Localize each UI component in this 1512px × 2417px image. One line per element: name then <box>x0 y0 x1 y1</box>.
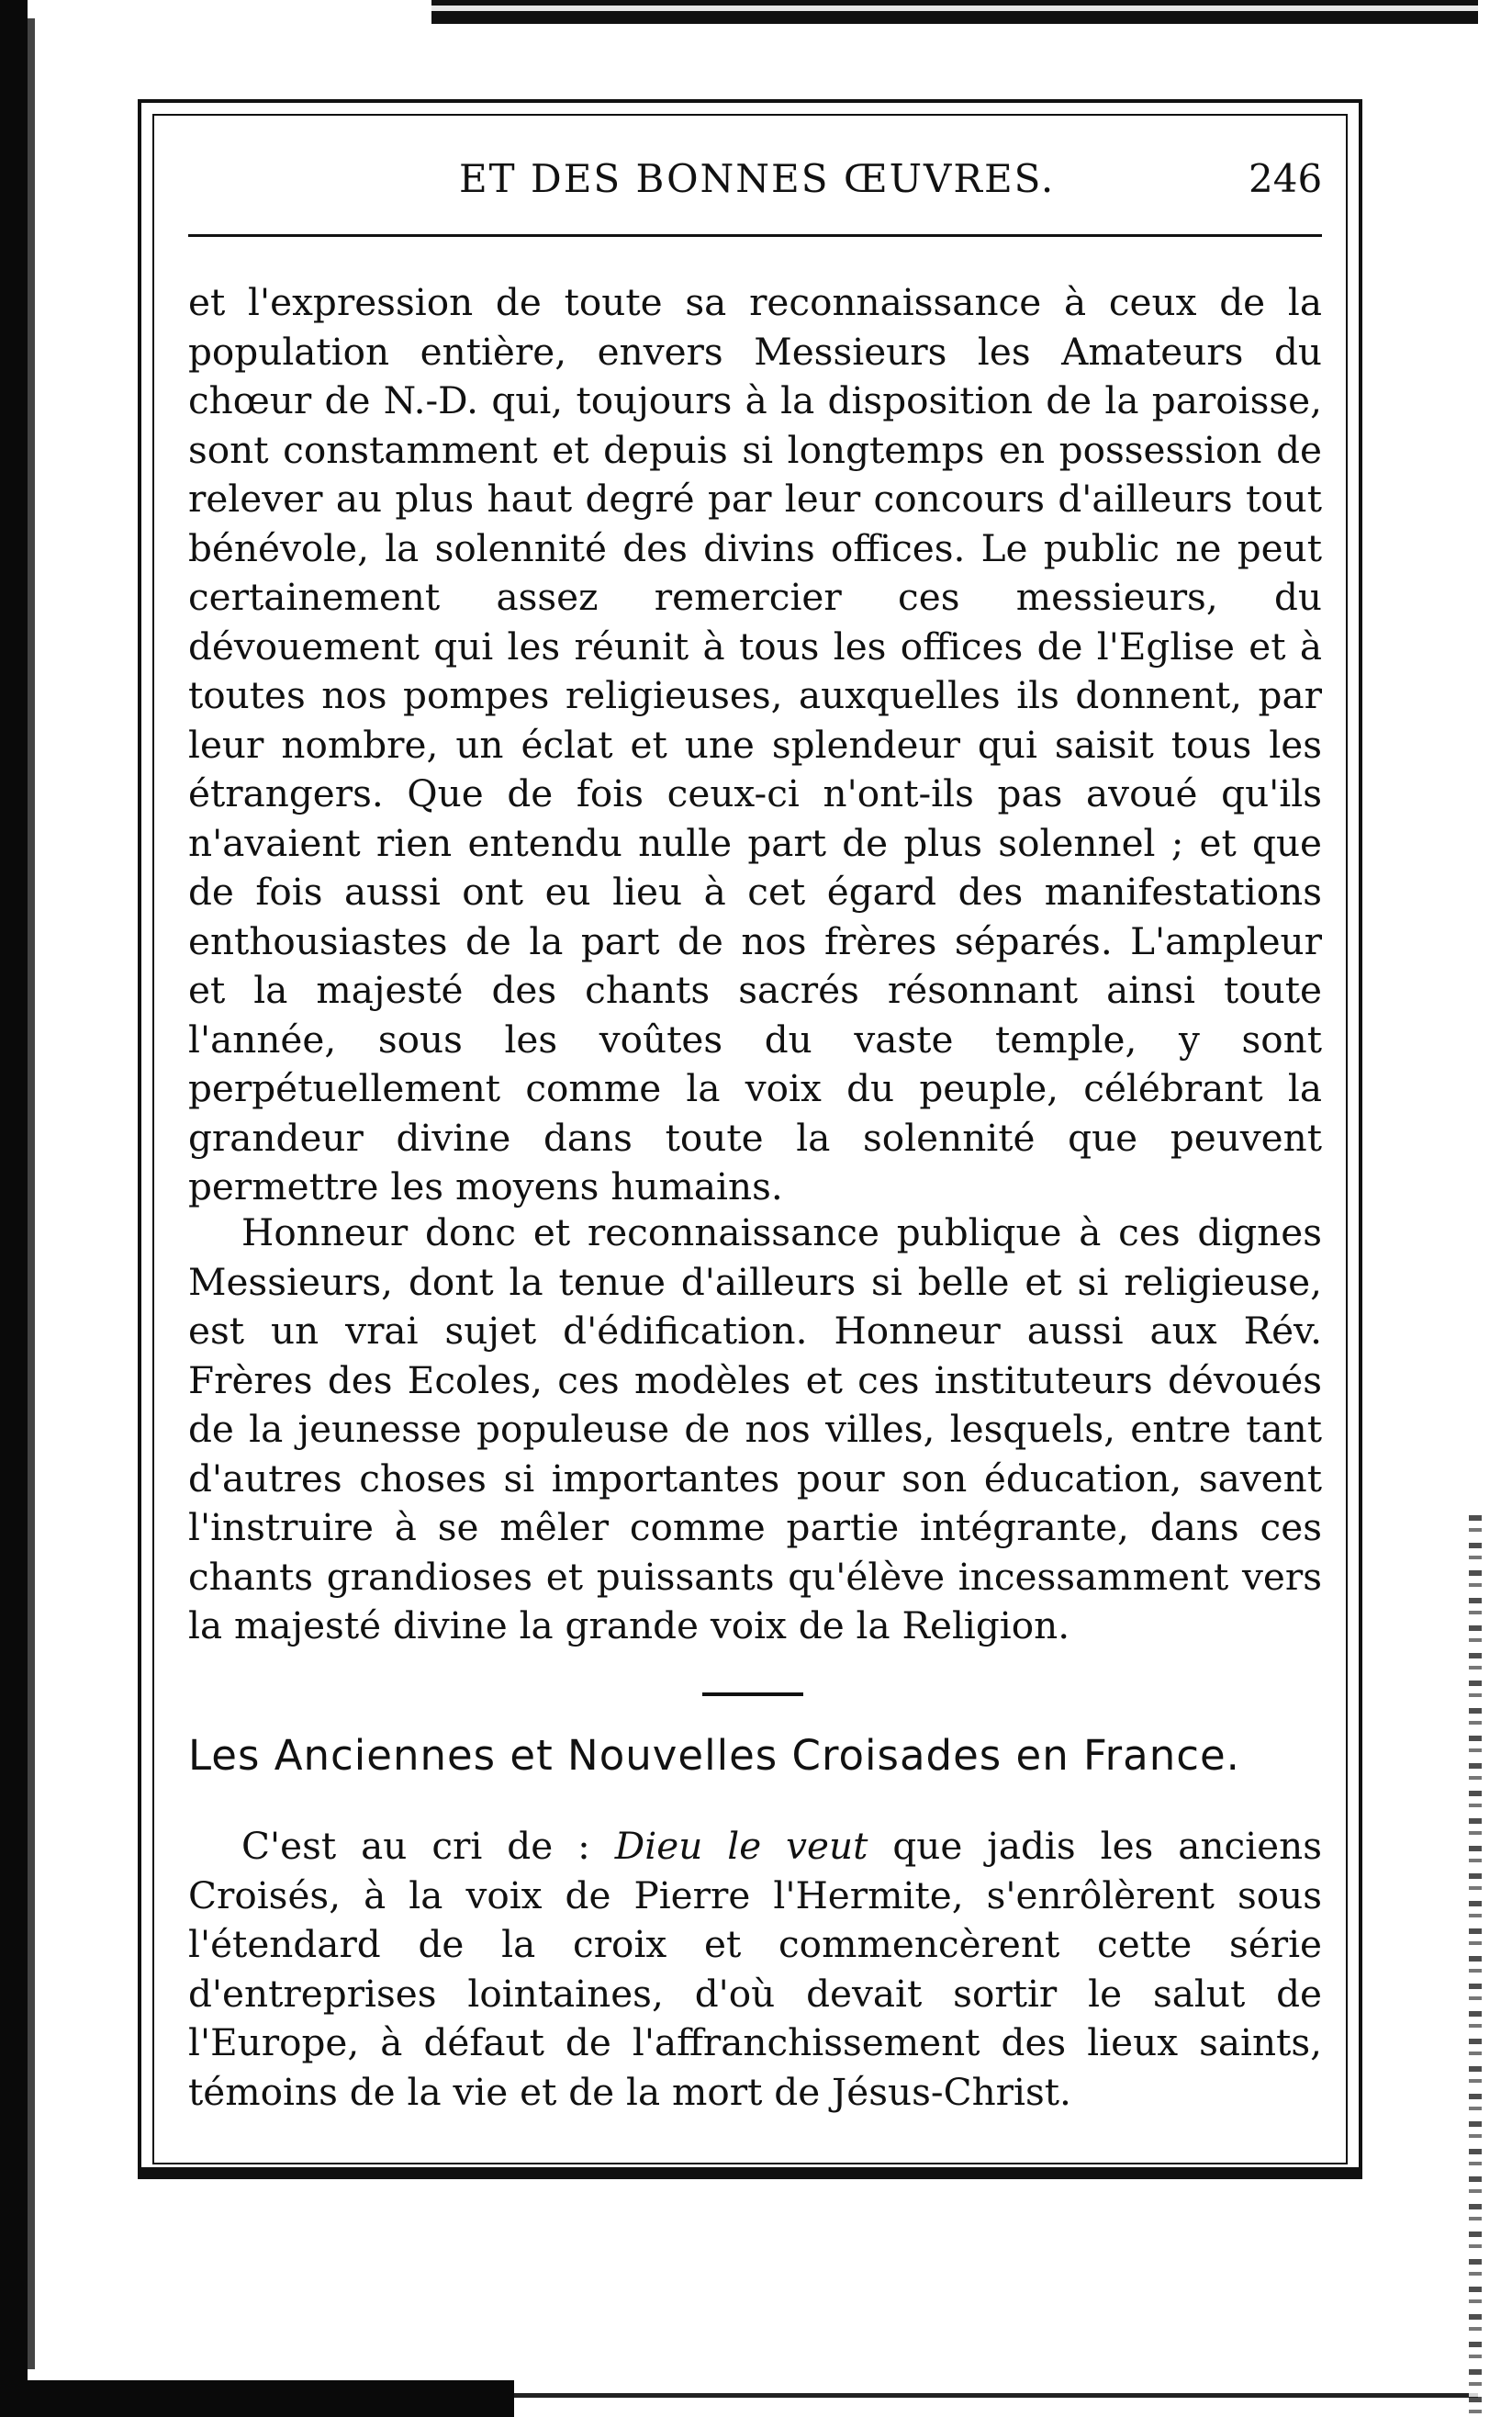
page-number: 246 <box>1249 156 1323 201</box>
section-heading: Les Anciennes et Nouvelles Croisades en France. <box>188 1731 1240 1780</box>
scan-edge-bottom-line <box>514 2393 1478 2398</box>
scan-edge-top-gap <box>431 6 1478 11</box>
paragraph-3-rest: que jadis les anciens Croisés, à la voix de Pierre l'Hermite, s'enrôlèrent sous l'étendard de la croix et commencèrent cette série d'entreprises lointaines, d'où devait sortir le salut de l'Europe, à défaut de l'affranchissement des lieux saints, témoins de la vie et de la mort de Jésus-Christ. <box>188 1824 1323 2114</box>
paragraph-honneur <box>188 1208 1322 1651</box>
paragraph-2: Honneur donc et reconnaissance publique à ces dignes Messieurs, dont la tenue d'ailleurs si belle et si religieuse, est un vrai sujet d'édification. Honneur aussi aux Rév. Frères des Ecoles, ces modèles et ces instituteurs dévoués de la jeunesse populeuse de nos villes, lesquels, entre tant d'autres choses si importantes pour son éducation, savent l'instruire à se mêler comme partie intégrante, dans ces chants grandioses et puissants qu'élève incessamment vers la majesté divine la grande voix de la Religion. <box>188 1210 1322 1647</box>
scan-edge-bottom <box>0 2380 514 2417</box>
paragraph-3 <box>188 1822 1322 2117</box>
scan-edge-left <box>0 0 28 2417</box>
paragraph-3-start: C'est au cri de : <box>241 1824 615 1868</box>
running-head: ET DES BONNES ŒUVRES. <box>459 156 1056 201</box>
paragraph-continuation <box>188 278 1322 1212</box>
scan-edge-left-inner <box>28 18 35 2369</box>
header-rule <box>188 234 1322 237</box>
scan-edge-right <box>1469 1515 1482 2415</box>
page-frame-bottom <box>138 2167 1362 2178</box>
paragraph-1: et l'expression de toute sa reconnaissance à ceux de la population entière, envers Messieurs les Amateurs du chœur de N.-D. qui, toujours à la disposition de la paroisse, sont constamment et depuis si longtemps en possession de relever au plus haut degré par leur concours d'ailleurs tout bénévole, la solennité des divins offices. Le public ne peut certainement assez remercier ces messieurs, du dévouement qui les réunit à tous les offices de l'Eglise et à toutes nos pompes religieuses, auxquelles ils donnent, par leur nombre, un éclat et une splendeur qui saisit tous les étrangers. Que de fois ceux-ci n'ont-ils pas avoué qu'ils n'avaient rien entendu nulle part de plus solennel ; et que de fois aussi ont eu lieu à cet égard des manifestations enthousiastes de la part de nos frères séparés. L'ampleur et la majesté des chants sacrés résonnant ainsi toute l'année, sous les voûtes du vaste temple, y sont perpétuellement comme la voix du peuple, célébrant la grandeur divine dans toute la solennité que peuvent permettre les moyens humains. <box>188 280 1322 1208</box>
scan-edge-top <box>431 0 1478 24</box>
paragraph-croisades <box>188 1822 1322 2117</box>
section-separator <box>702 1692 803 1696</box>
paragraph-3-italic: Dieu le veut <box>614 1824 868 1868</box>
